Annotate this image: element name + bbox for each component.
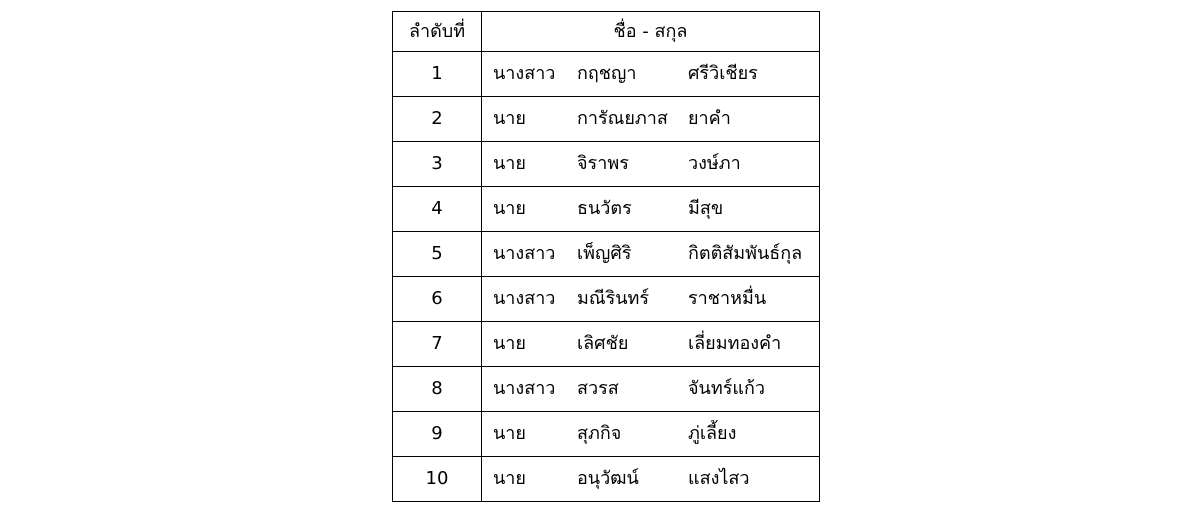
name-prefix: นางสาว [493,288,556,309]
full-name-cell [482,52,820,97]
row-number: 2 [393,97,482,142]
last-name: ศรีวิเชียร [688,63,758,84]
name-prefix: นาย [493,333,526,354]
full-name-cell [482,322,820,367]
row-number: 1 [393,52,482,97]
last-name: ราชาหมื่น [688,288,767,309]
first-name: สุภกิจ [577,423,622,444]
name-prefix: นาย [493,153,526,174]
last-name: มีสุข [688,198,724,219]
last-name: เลี่ยมทองคำ [688,333,782,354]
full-name-cell [482,412,820,457]
table-row [393,277,820,322]
name-list-table-container [392,11,820,502]
table-row [393,367,820,412]
full-name-cell [482,277,820,322]
first-name: กฤชญา [577,63,637,84]
last-name: ภู่เลี้ยง [688,423,737,444]
name-prefix: นางสาว [493,63,556,84]
table-row [393,52,820,97]
row-number: 10 [393,457,482,502]
full-name-cell [482,97,820,142]
table-row [393,142,820,187]
name-prefix: นาย [493,198,526,219]
first-name: ธนวัตร [577,198,632,219]
name-prefix: นางสาว [493,243,556,264]
first-name: มณีรินทร์ [577,288,650,309]
column-header-name: ชื่อ - สกุล [482,12,820,52]
full-name-cell [482,187,820,232]
full-name-cell [482,142,820,187]
last-name: แสงไสว [688,468,750,489]
last-name: ยาคำ [688,108,731,129]
table-row [393,457,820,502]
first-name: การัณยภาส [577,108,668,129]
name-list-table [392,11,820,502]
first-name: เพ็ญศิริ [577,243,632,264]
full-name-cell [482,457,820,502]
row-number: 5 [393,232,482,277]
first-name: เลิศชัย [577,333,629,354]
name-prefix: นางสาว [493,378,556,399]
first-name: สวรส [577,378,619,399]
row-number: 7 [393,322,482,367]
last-name: กิตติสัมพันธ์กุล [688,243,803,264]
table-header-row [393,12,820,52]
row-number: 3 [393,142,482,187]
last-name: วงษ์ภา [688,153,741,174]
last-name: จันทร์แก้ว [688,378,765,399]
row-number: 8 [393,367,482,412]
name-prefix: นาย [493,468,526,489]
column-header-number: ลำดับที่ [393,12,482,52]
name-prefix: นาย [493,423,526,444]
full-name-cell [482,232,820,277]
table-row [393,232,820,277]
row-number: 6 [393,277,482,322]
table-row [393,187,820,232]
name-prefix: นาย [493,108,526,129]
table-row [393,97,820,142]
first-name: อนุวัฒน์ [577,468,639,489]
row-number: 4 [393,187,482,232]
first-name: จิราพร [577,153,629,174]
row-number: 9 [393,412,482,457]
table-row [393,412,820,457]
full-name-cell [482,367,820,412]
table-row [393,322,820,367]
